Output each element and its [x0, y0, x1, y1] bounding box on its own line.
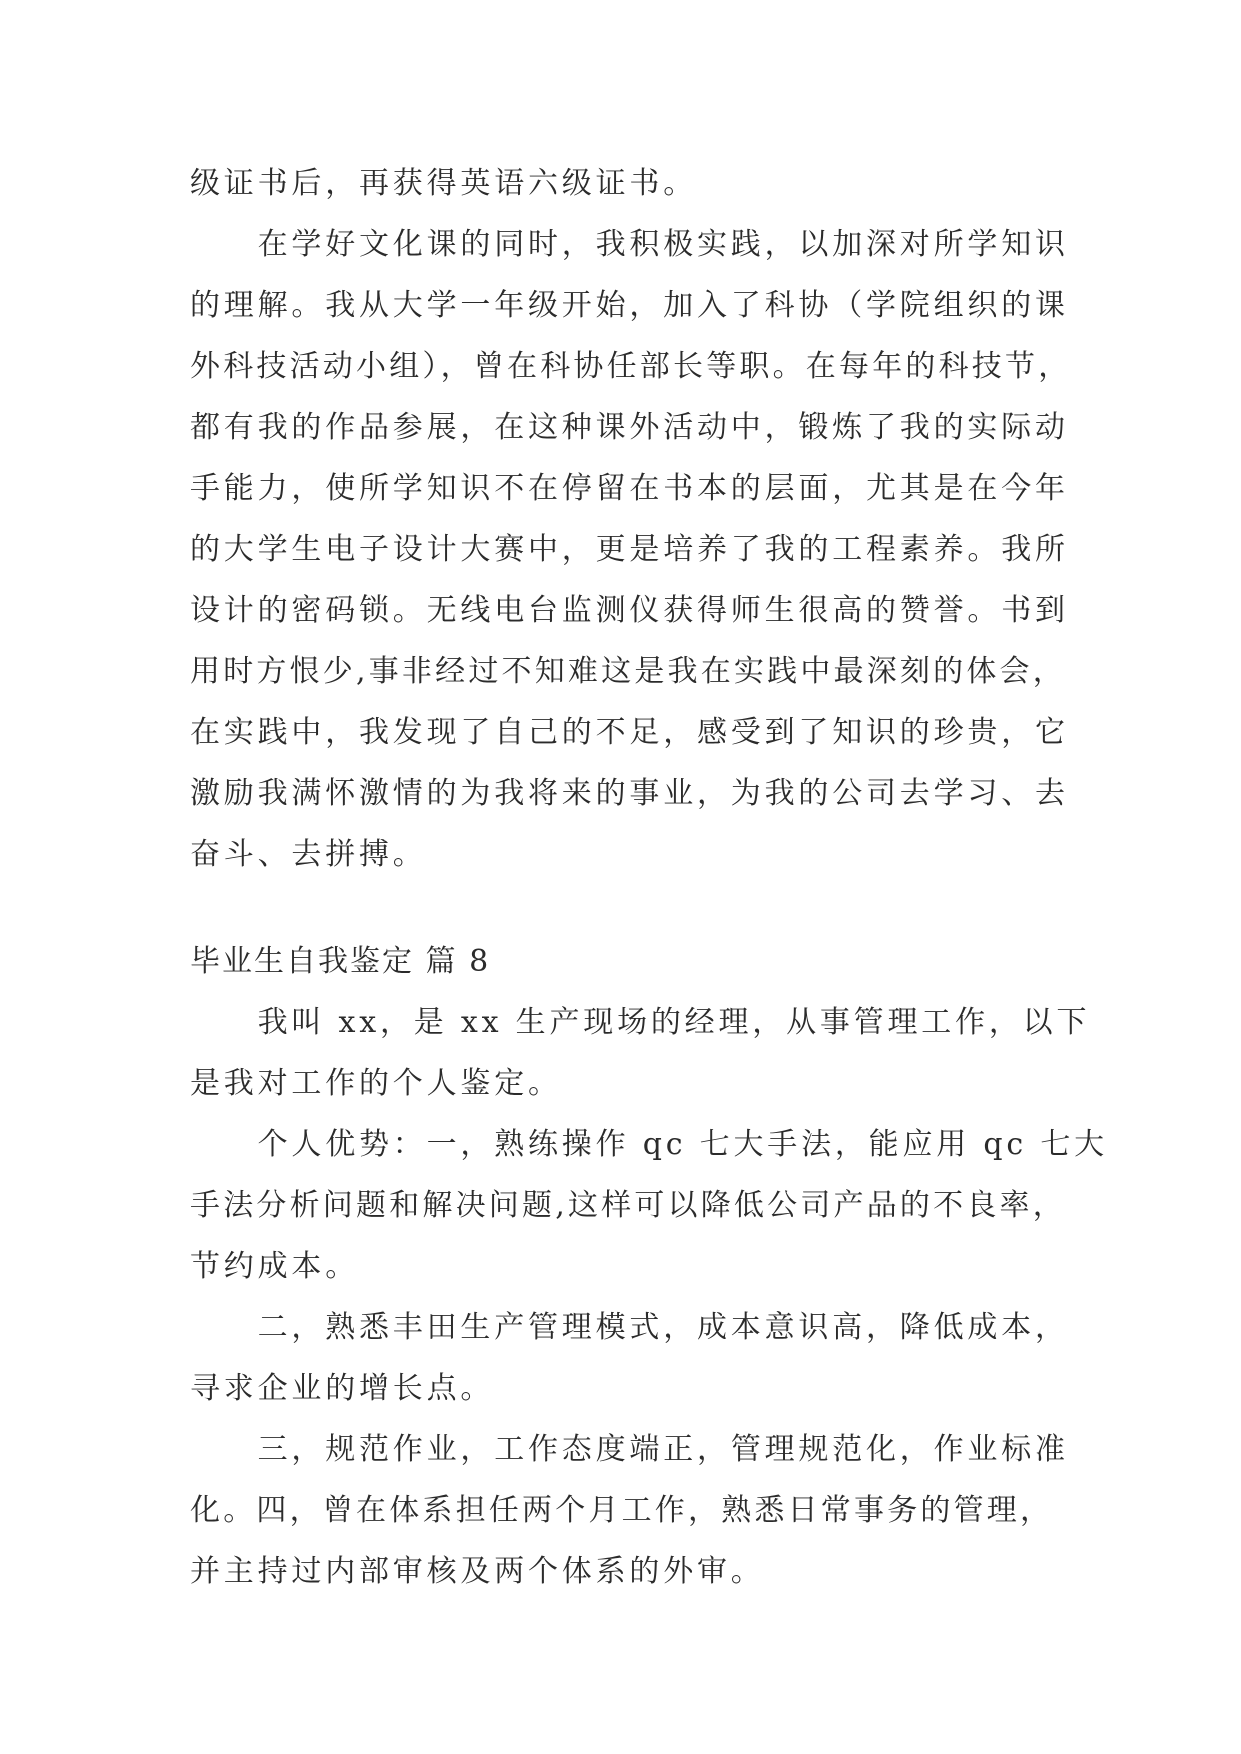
paragraph-line: 节约成本。: [190, 1249, 359, 1284]
paragraph-line: 并主持过内部审核及两个体系的外审。: [190, 1554, 765, 1589]
paragraph-line: 激励我满怀激情的为我将来的事业，为我的公司去学习、去: [190, 776, 1069, 811]
paragraph-line: 个人优势：一，熟练操作 qc 七大手法，能应用 qc 七大: [190, 1127, 1108, 1162]
paragraph-line: 的理解。我从大学一年级开始，加入了科协（学院组织的课: [190, 288, 1069, 323]
paragraph-line: 在实践中，我发现了自己的不足，感受到了知识的珍贵，它: [190, 715, 1069, 750]
paragraph-line: 手能力，使所学知识不在停留在书本的层面，尤其是在今年: [190, 471, 1069, 506]
paragraph-line: 我叫 xx，是 xx 生产现场的经理，从事管理工作，以下: [190, 1005, 1091, 1040]
paragraph-line: 化。四，曾在体系担任两个月工作，熟悉日常事务的管理，: [190, 1493, 1054, 1528]
paragraph-line: 奋斗、去拼搏。: [190, 837, 427, 872]
paragraph-line: 手法分析问题和解决问题,这样可以降低公司产品的不良率，: [190, 1188, 1066, 1223]
paragraph-line: 二，熟悉丰田生产管理模式，成本意识高，降低成本，: [190, 1310, 1069, 1345]
paragraph-line: 的大学生电子设计大赛中，更是培养了我的工程素养。我所: [190, 532, 1069, 567]
paragraph-line: 级证书后，再获得英语六级证书。: [190, 166, 697, 201]
paragraph-line: 寻求企业的增长点。: [190, 1371, 495, 1406]
paragraph-line: 都有我的作品参展，在这种课外活动中，锻炼了我的实际动: [190, 410, 1069, 445]
paragraph-line: 三，规范作业，工作态度端正，管理规范化，作业标准: [190, 1432, 1069, 1467]
section-heading: 毕业生自我鉴定 篇 8: [190, 944, 491, 979]
paragraph-line: 在学好文化课的同时，我积极实践，以加深对所学知识: [190, 227, 1069, 262]
paragraph-line: 用时方恨少,事非经过不知难这是我在实践中最深刻的体会，: [190, 654, 1066, 689]
paragraph-line: 外科技活动小组），曾在科协任部长等职。在每年的科技节，: [190, 349, 1072, 384]
paragraph-line: 是我对工作的个人鉴定。: [190, 1066, 562, 1101]
paragraph-line: 设计的密码锁。无线电台监测仪获得师生很高的赞誉。书到: [190, 593, 1069, 628]
